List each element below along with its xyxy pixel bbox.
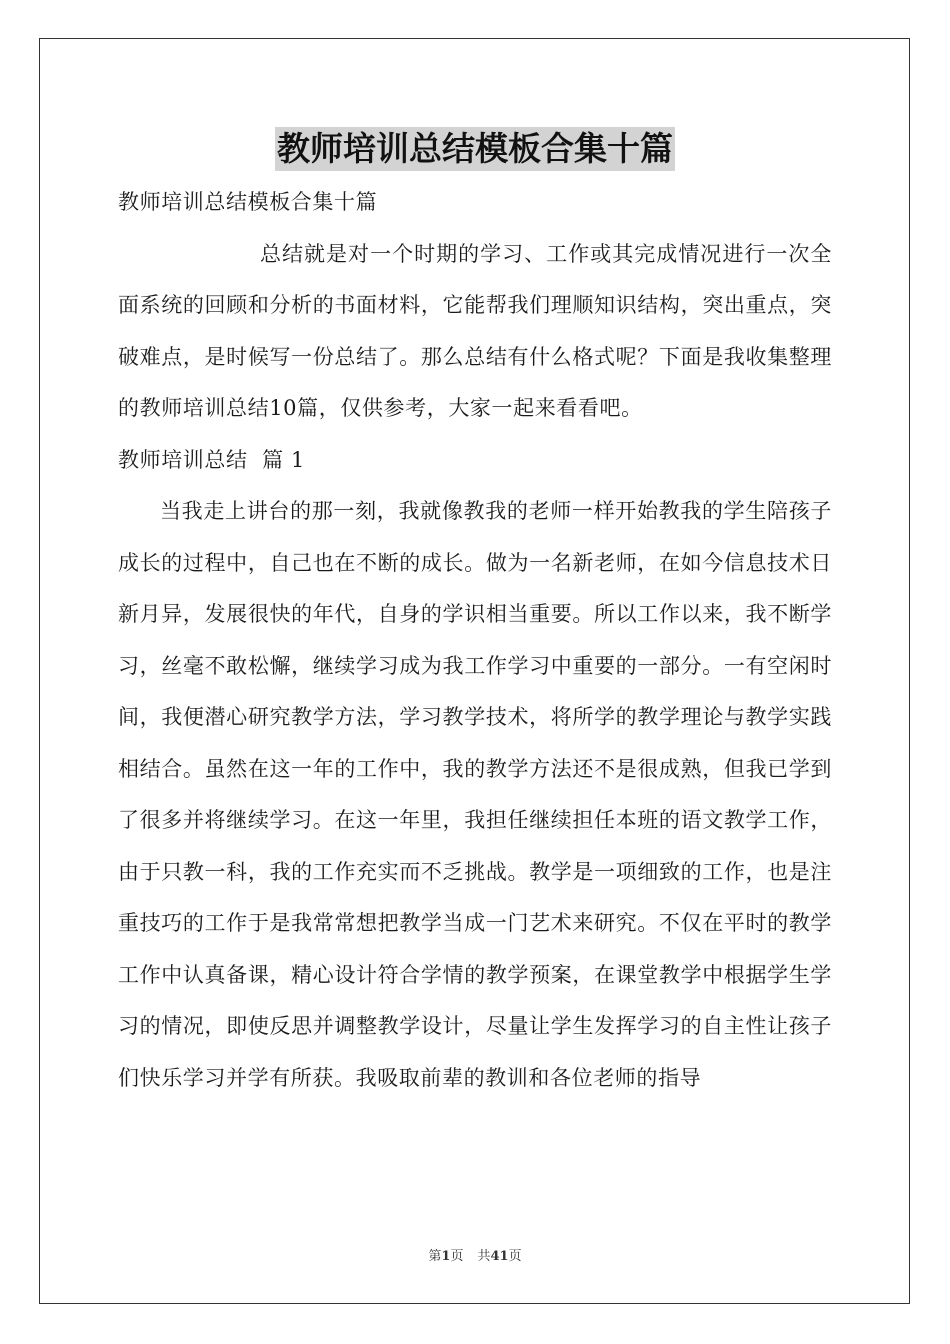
- total-prefix: 共: [477, 1249, 491, 1264]
- page-suffix: 页: [450, 1249, 464, 1264]
- title-container: [0, 127, 950, 171]
- page-footer: [0, 1245, 950, 1264]
- document-title: 教师培训总结模板合集十篇: [275, 127, 675, 171]
- body-paragraph: 当我走上讲台的那一刻，我就像教我的老师一样开始教我的学生陪孩子成长的过程中，自己也在不断的成长。做为一名新老师，在如今信息技术日新月异，发展很快的年代，自身的学识相当重要。所以工作以来，我不断学习，丝毫不敢松懈，继续学习成为我工作学习中重要的一部分。一有空闲时间，我便潜心研究教学方法，学习教学技术，将所学的教学理论与教学实践相结合。虽然在这一年的工作中，我的教学方法还不是很成熟，但我已学到了很多并将继续学习。在这一年里，我担任继续担任本班的语文教学工作，由于只教一科，我的工作充实而不乏挑战。教学是一项细致的工作，也是注重技巧的工作于是我常常想把教学当成一门艺术来研究。不仅在平时的教学工作中认真备课，精心设计符合学情的教学预案，在课堂教学中根据学生学习的情况，即使反思并调整教学设计，尽量让学生发挥学习的自主性让孩子们快乐学习并学有所获。我吸取前辈的教训和各位老师的指导: [118, 499, 832, 1090]
- intro-paragraph: 总结就是对一个时期的学习、工作或其完成情况进行一次全面系统的回顾和分析的书面材料，它能帮我们理顺知识结构，突出重点，突破难点，是时候写一份总结了。那么总结有什么格式呢？下面是我收集整理的教师培训总结10篇，仅供参考，大家一起来看看吧。: [118, 241, 832, 420]
- current-page-number: 1: [441, 1249, 451, 1264]
- page-prefix: 第: [428, 1249, 442, 1264]
- total-suffix: 页: [508, 1249, 522, 1264]
- document-body: [118, 177, 832, 1104]
- document-subtitle: 教师培训总结模板合集十篇: [118, 190, 378, 214]
- total-page-number: 41: [490, 1249, 509, 1264]
- section-heading: 教师培训总结 篇 1: [118, 447, 305, 472]
